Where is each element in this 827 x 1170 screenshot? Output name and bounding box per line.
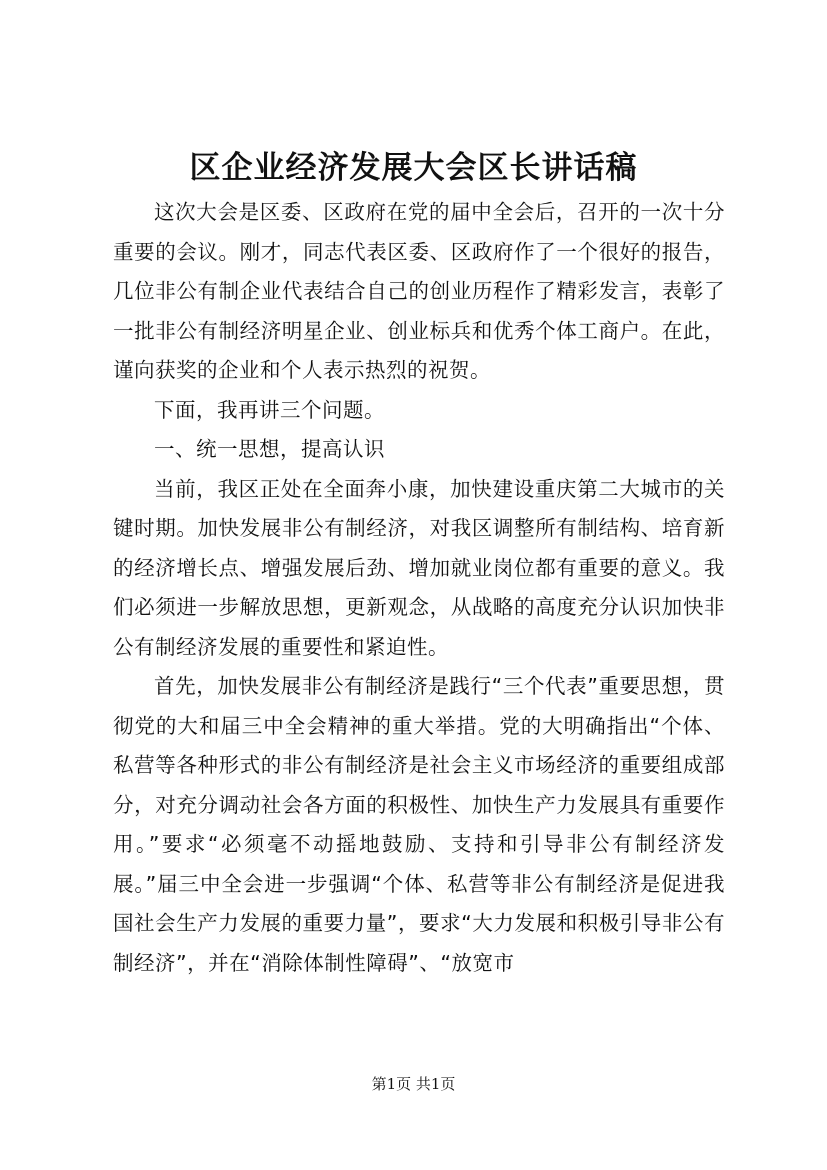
page-footer: 第1页 共1页 xyxy=(371,1075,456,1093)
paragraph-intro: 下面，我再讲三个问题。 xyxy=(154,397,385,422)
section-heading-1: 一、统一思想，提高认识 xyxy=(154,437,385,461)
paragraph-current-period: 当前，我区正处在全面奔小康，加快建设重庆第二大城市的关键时期。加快发展非公有制经济，对我区调整所有制结构、培育新的经济增长点、增强发展后劲、增加就业岗位都有重要的意义。我们必须进一步解放思想，更新观念，从战略的高度充分认识加快非公有制经济发展的重要性和紧迫性。 xyxy=(113,476,725,659)
document-body xyxy=(113,193,725,983)
document-title: 区企业经济发展大会区长讲话稿 xyxy=(189,150,638,186)
paragraph-first-point: 首先，加快发展非公有制经济是践行“三个代表”重要思想，贯彻党的大和届三中全会精神的重大举措。党的大明确指出“个体、私营等各种形式的非公有制经济是社会主义市场经济的重要组成部分，对充分调动社会各方面的积极性、加快生产力发展具有重要作用。”要求“必须毫不动摇地鼓励、支持和引导非公有制经济发展。”届三中全会进一步强调“个体、私营等非公有制经济是促进我国社会生产力发展的重要力量”，要求“大力发展和积极引导非公有制经济”，并在“消除体制性障碍”、“放宽市 xyxy=(113,674,725,975)
paragraph-opening: 这次大会是区委、区政府在党的届中全会后，召开的一次十分重要的会议。刚才，同志代表区委、区政府作了一个很好的报告，几位非公有制企业代表结合自己的创业历程作了精彩发言，表彰了一批非公有制经济明星企业、创业标兵和优秀个体工商户。在此，谨向获奖的企业和个人表示热烈的祝贺。 xyxy=(113,200,725,382)
